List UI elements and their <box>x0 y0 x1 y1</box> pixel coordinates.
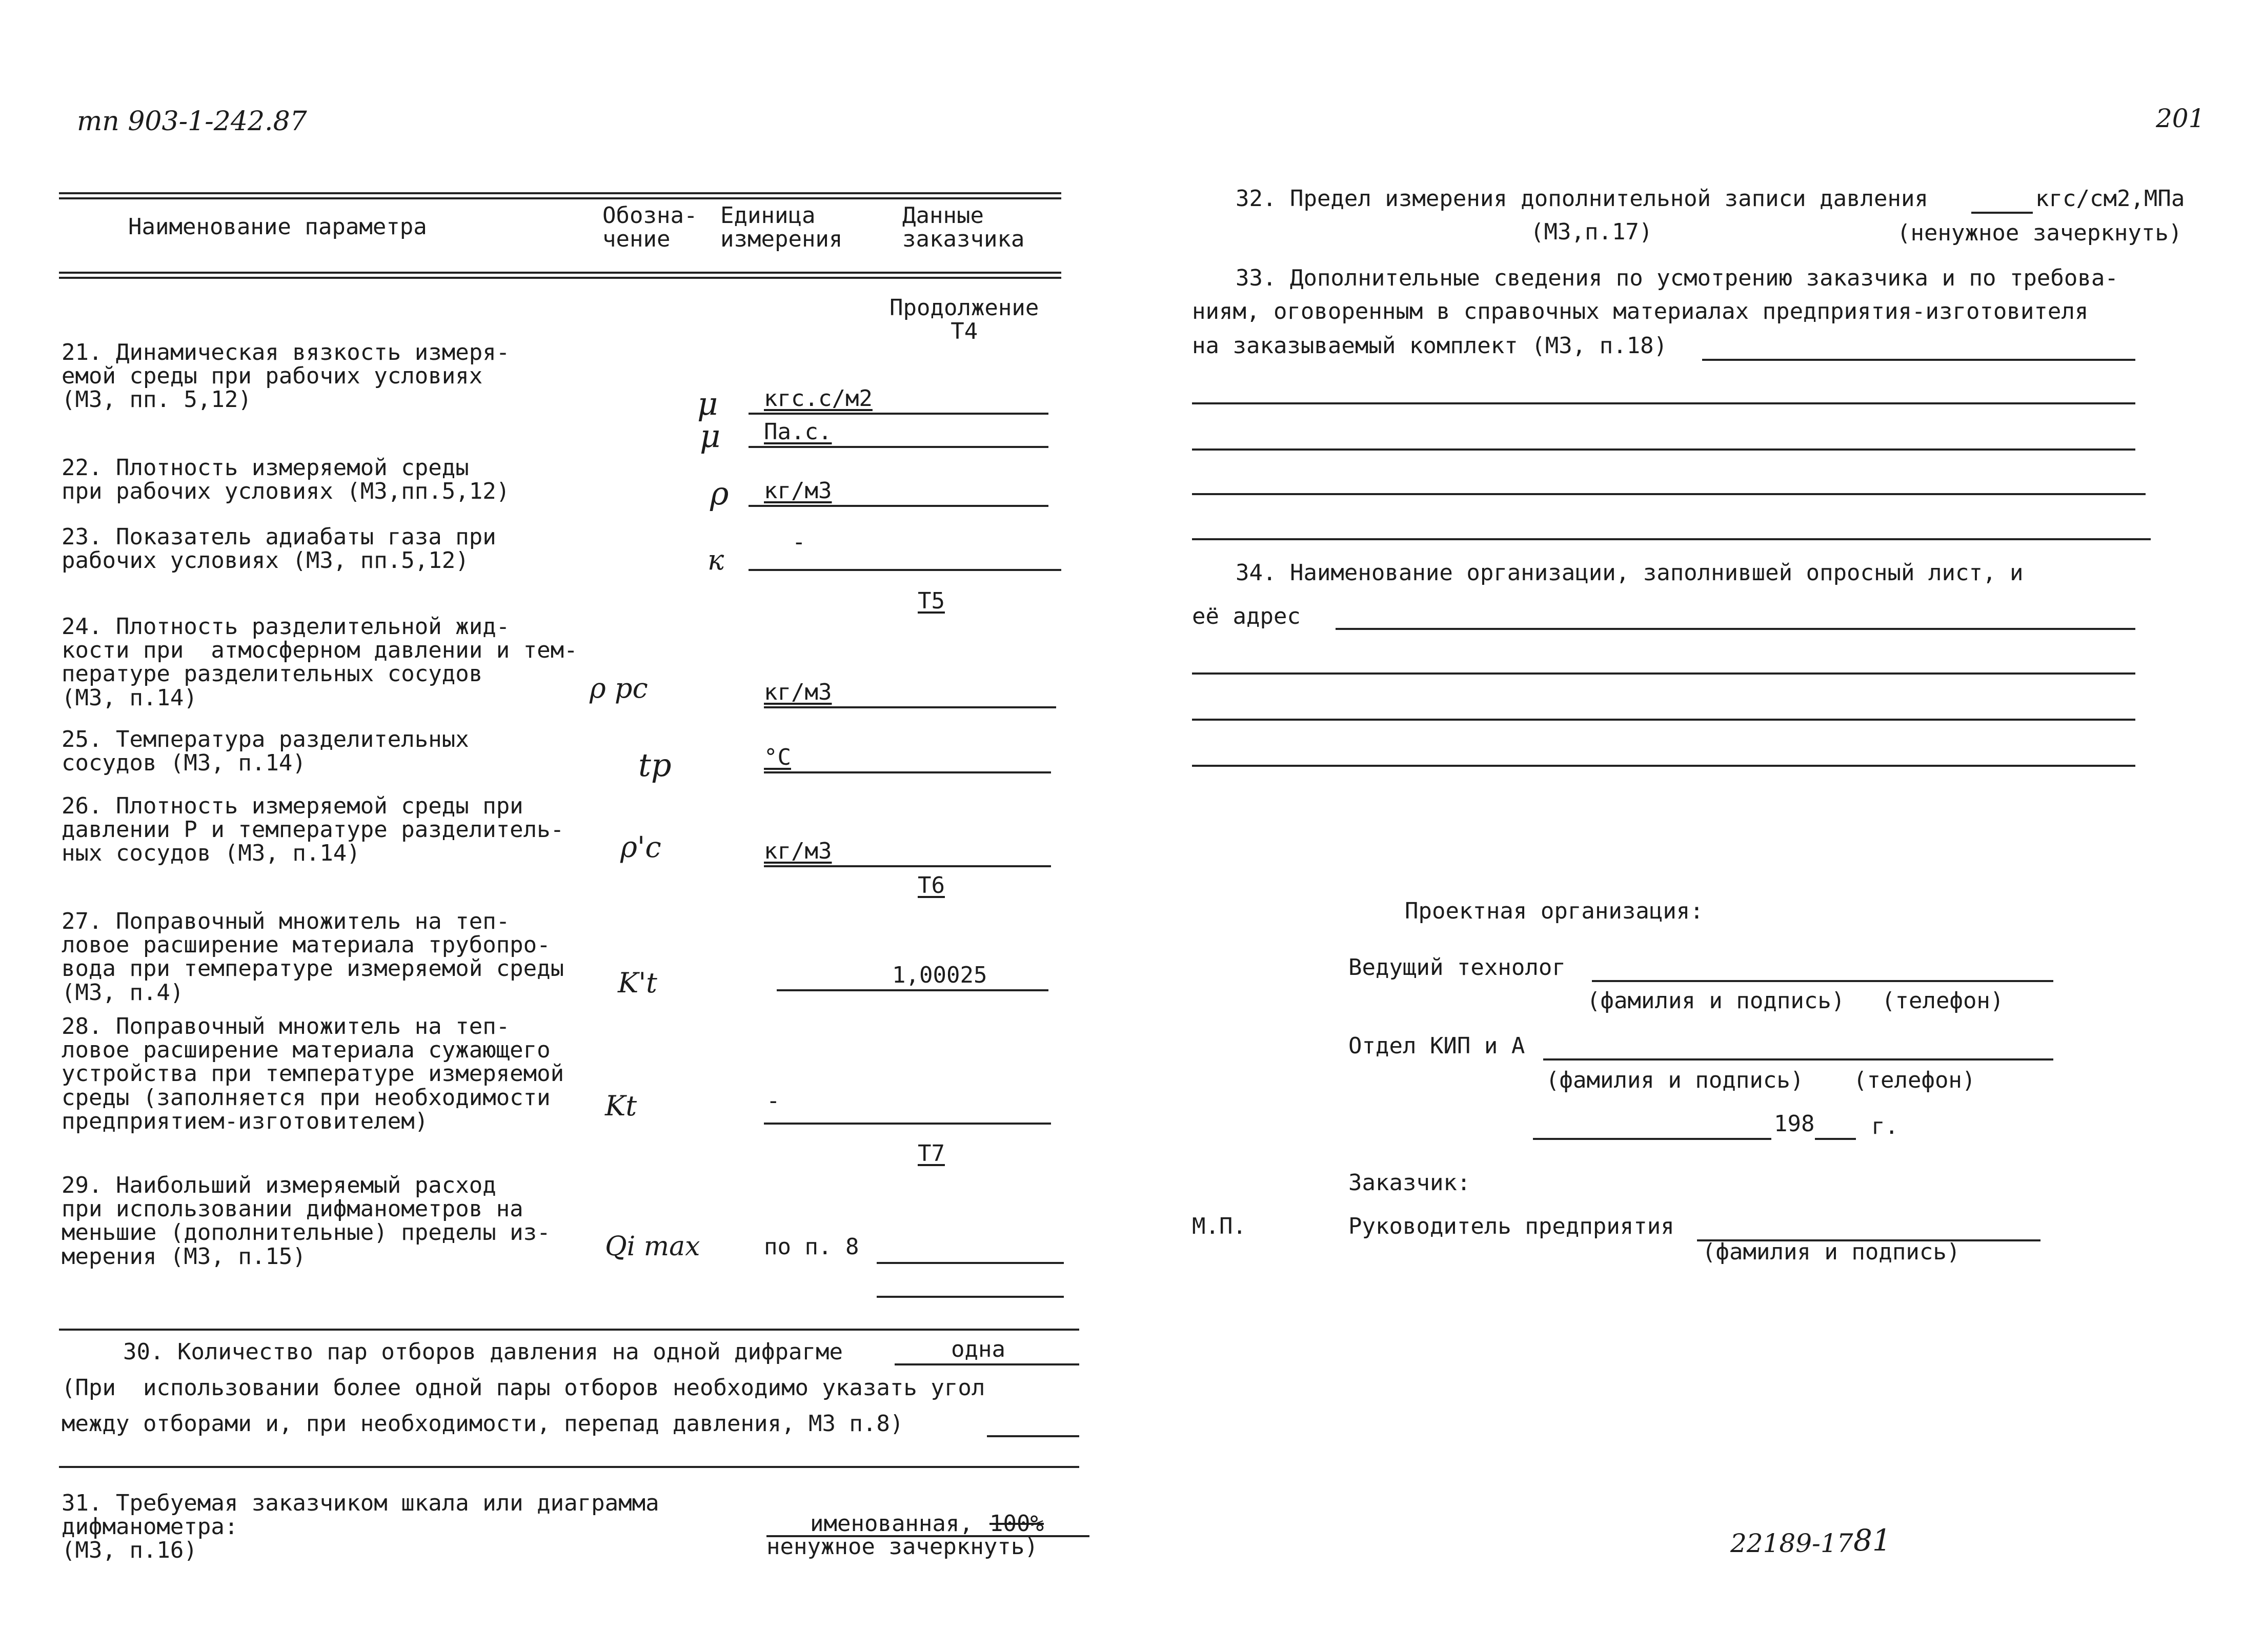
item-32-answer-line <box>1971 212 2033 214</box>
item-33-answer-line-1 <box>1702 359 2135 361</box>
row-23-text: 23. Показатель адиабаты газа при рабочих условиях (МЗ, пп.5,12) <box>62 524 496 574</box>
row-21-unit-2: Па.с. <box>764 419 832 445</box>
item-31-note: ненужное зачеркнуть) <box>766 1534 1038 1560</box>
row-24-line <box>764 706 1056 708</box>
footer-page: 81 <box>1853 1523 1891 1558</box>
section-t7: Т7 <box>918 1140 945 1167</box>
item-34-line-2: её адрес <box>1192 603 1301 629</box>
item-31-value-b: 100% <box>989 1511 1044 1537</box>
row-27-value: 1,00025 <box>892 962 987 988</box>
row-26-line <box>764 865 1051 867</box>
col-header-unit: Единица измерения <box>720 202 843 253</box>
item-30-value-line <box>895 1363 1079 1365</box>
row-28-text: 28. Поправочный множитель на теп- ловое расширение материала сужающего устройства при температуре измеряемой среды (заполняется при необходимости предприятием-изготовителем) <box>62 1013 564 1134</box>
item-32-unit: кгс/см2,МПа <box>2035 186 2185 212</box>
row-24-text: 24. Плотность разделительной жид- кости при атмосферном давлении и тем- пературе разделительных сосудов (МЗ, п.14) <box>62 614 578 711</box>
row-25-symbol: tp <box>638 746 672 784</box>
item-30-bottom-rule <box>59 1466 1079 1468</box>
item-32-line-1: 32. Предел измерения дополнительной записи давления <box>1236 186 1929 212</box>
col-header-data: Данные заказчика <box>902 202 1025 253</box>
row-24-unit: кг/м3 <box>764 679 832 705</box>
row-23-symbol: к <box>708 544 724 576</box>
row-29-line-1 <box>877 1262 1064 1264</box>
lead-technologist-label: Ведущий технолог <box>1348 954 1566 981</box>
item-33-answer-line-3 <box>1192 448 2135 451</box>
lead-technologist-line <box>1592 980 2053 982</box>
row-26-symbol: ρ'c <box>620 831 661 864</box>
item-32-ref: (МЗ,п.17) <box>1530 219 1653 245</box>
item-30-value: одна <box>951 1336 1005 1362</box>
row-25-unit: °C <box>764 744 791 770</box>
item-33-line-1: 33. Дополнительные сведения по усмотрению заказчика и по требова- <box>1236 265 2118 291</box>
year-prefix: 198 <box>1774 1111 1815 1137</box>
section-t5: Т5 <box>918 588 945 614</box>
phone-caption-1: (телефон) <box>1882 988 2004 1014</box>
table-header-bottom-rule <box>59 272 1061 274</box>
row-25-text: 25. Температура разделительных сосудов (МЗ, п.14) <box>62 726 469 777</box>
item-33-answer-line-5 <box>1192 538 2151 540</box>
item-30-answer-line <box>987 1435 1079 1437</box>
item-30-top-rule <box>59 1329 1079 1331</box>
table-top-rule-2 <box>59 197 1061 199</box>
row-23-unit: - <box>792 529 806 555</box>
row-27-line <box>777 989 1048 991</box>
section-t6: Т6 <box>918 872 945 899</box>
document-code: тп 903-1-242.87 <box>77 106 307 137</box>
row-25-line <box>764 771 1051 773</box>
row-21-symbol-1: μ <box>697 385 718 422</box>
customer-label: Заказчик: <box>1348 1170 1471 1196</box>
page-number: 201 <box>2156 104 2205 133</box>
row-21-line-2 <box>749 446 1048 448</box>
project-organization-label: Проектная организация: <box>1405 898 1704 924</box>
row-22-unit: кг/м3 <box>764 478 832 504</box>
item-33-line-3: на заказываемый комплект (МЗ, п.18) <box>1192 333 1668 359</box>
col-header-name: Наименование параметра <box>128 214 427 240</box>
row-21-text: 21. Динамическая вязкость измеря- емой среды при рабочих условиях (МЗ, пп. 5,12) <box>62 339 510 413</box>
footer-code: 22189-17 <box>1730 1528 1853 1558</box>
row-24-symbol: ρ pc <box>590 672 648 704</box>
row-22-line <box>749 505 1048 507</box>
row-28-symbol: Kt <box>605 1090 637 1122</box>
name-signature-caption-3: (фамилия и подпись) <box>1702 1239 1961 1265</box>
item-31-value-a: именованная, <box>810 1511 973 1537</box>
col-header-symbol: Обозна- чение <box>602 202 698 253</box>
item-33-line-2: ниям, оговоренным в справочных материалах предприятия-изготовителя <box>1192 298 2089 324</box>
item-34-line-1: 34. Наименование организации, заполнившей опросный лист, и <box>1236 560 2024 586</box>
item-33-answer-line-2 <box>1192 402 2135 404</box>
row-29-symbol: Qi max <box>605 1231 700 1262</box>
item-34-answer-line-1 <box>1336 628 2135 630</box>
row-21-symbol-2: μ <box>700 417 721 455</box>
item-31-text: 31. Требуемая заказчиком шкала или диаграмма дифманометра: (МЗ, п.16) <box>62 1490 659 1564</box>
year-suffix: г. <box>1871 1113 1898 1139</box>
item-33-answer-line-4 <box>1192 493 2146 495</box>
phone-caption-2: (телефон) <box>1853 1067 1976 1093</box>
table-header-bottom-rule-2 <box>59 277 1061 279</box>
row-23-line <box>749 569 1061 571</box>
year-line <box>1815 1138 1856 1140</box>
row-29-unit: по п. 8 <box>764 1234 859 1260</box>
name-signature-caption-1: (фамилия и подпись) <box>1587 988 1845 1014</box>
row-26-unit: кг/м3 <box>764 838 832 864</box>
row-27-text: 27. Поправочный множитель на теп- ловое расширение материала трубопро- вода при температуре измеряемой среды (МЗ, п.4) <box>62 908 564 1006</box>
item-32-note: (ненужное зачеркнуть) <box>1897 220 2183 246</box>
row-29-line-2 <box>877 1296 1064 1298</box>
row-22-text: 22. Плотность измеряемой среды при рабочих условиях (МЗ,пп.5,12) <box>62 455 510 505</box>
name-signature-caption-2: (фамилия и подпись) <box>1546 1067 1804 1093</box>
row-28-line <box>764 1123 1051 1125</box>
department-label: Отдел КИП и А <box>1348 1033 1525 1059</box>
row-27-symbol: K't <box>618 967 657 999</box>
department-line <box>1543 1058 2053 1060</box>
item-30-line-1: 30. Количество пар отборов давления на одной дифрагме <box>123 1339 843 1365</box>
item-34-answer-line-4 <box>1192 765 2135 767</box>
row-28-value: - <box>766 1088 780 1114</box>
enterprise-head-label: Руководитель предприятия <box>1348 1213 1674 1239</box>
row-21-line-1 <box>749 413 1048 415</box>
table-top-rule <box>59 192 1061 194</box>
date-line <box>1533 1138 1771 1140</box>
row-21-unit-1: кгс.с/м2 <box>764 385 873 412</box>
row-29-text: 29. Наибольший измеряемый расход при использовании дифманометров на меньшие (дополнительные) пределы из- мерения (МЗ, п.15) <box>62 1172 551 1270</box>
item-30-line-3: между отборами и, при необходимости, перепад давления, МЗ п.8) <box>62 1411 904 1437</box>
row-22-symbol: ρ <box>710 475 729 512</box>
item-34-answer-line-2 <box>1192 672 2135 675</box>
item-34-answer-line-3 <box>1192 719 2135 721</box>
stamp-label: М.П. <box>1192 1213 1246 1239</box>
item-30-line-2: (При использовании более одной пары отборов необходимо указать угол <box>62 1375 985 1401</box>
continuation-label: Продолжение Т4 <box>890 295 1039 345</box>
row-26-text: 26. Плотность измеряемой среды при давлении Р и температуре разделитель- ных сосудов (МЗ, п.14) <box>62 793 564 867</box>
